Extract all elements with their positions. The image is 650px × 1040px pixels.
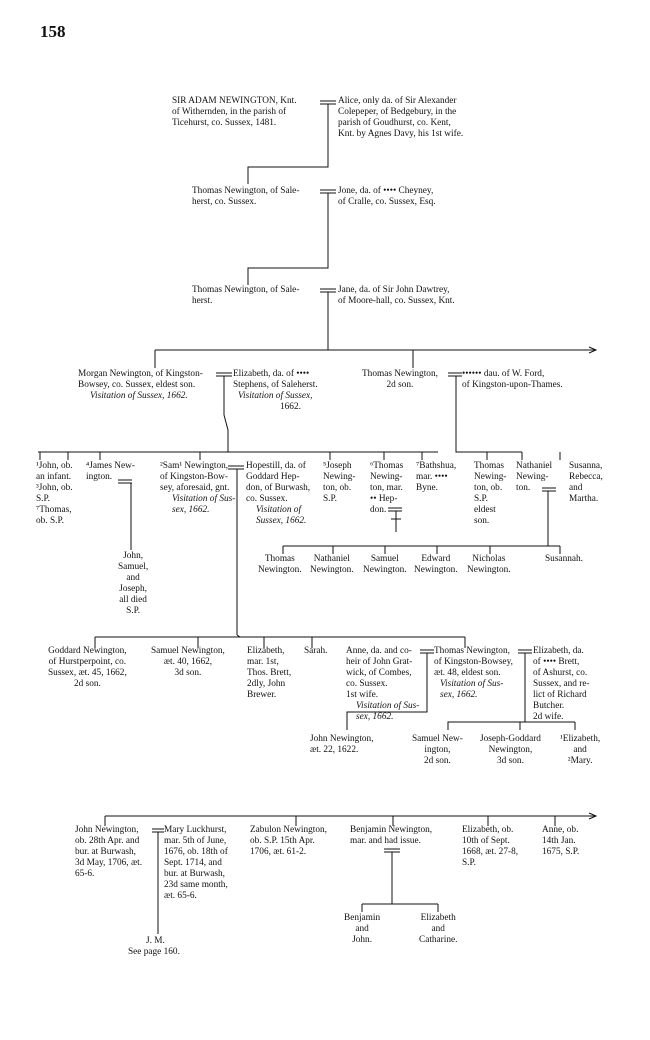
mary-luckhurst: Mary Luckhurst, mar. 5th of June, 1676, ob. 18th of Sept. 1714, and bur. at Burwash, 23d same month, æt. 65-6. <box>164 825 228 901</box>
child-samuel: Samuel Newington. <box>363 554 407 575</box>
jane-dawtrey: Jane, da. of Sir John Dawtrey, of Moore-hall, co. Sussex, Knt. <box>338 285 455 306</box>
thomas-newington-eldest: Thomas Newing- ton, ob. S.P. eldest son. <box>474 461 507 526</box>
anne-visitation: Visitation of Sus- sex, 1662. <box>356 701 420 722</box>
nathaniel-newington: Nathaniel Newing- ton. <box>516 461 553 493</box>
child-susannah: Susannah. <box>545 554 583 564</box>
thomas-newington-gen3: Thomas Newington, of Sale- herst. <box>192 285 300 306</box>
initials-jm: J. M. <box>146 936 165 946</box>
samuel-newington-gen6: Samuel Newington, æt. 40, 1662, 3d son. <box>151 646 225 678</box>
jone-cheyney: Jone, da. of •••• Cheyney, of Cralle, co. Sussex, Esq. <box>338 186 436 207</box>
benjamin-and-john: Benjamin and John. <box>344 913 381 945</box>
hopestill-hepdon: Hopestill, da. of Goddard Hep- don, of Burwash, co. Sussex. <box>246 461 311 504</box>
elizabeth-brett-butcher: Elizabeth, da. of •••• Brett, of Ashurst, co. Sussex, and re- lict of Richard Butcher. 2d wife. <box>533 646 590 722</box>
elizabeth-stephens-visitation: Visitation of Sussex, <box>238 391 313 401</box>
anne-gratwick: Anne, da. and co- heir of John Grat- wick, of Combes, co. Sussex. 1st wife. <box>346 646 413 700</box>
child-thomas: Thomas Newington. <box>258 554 302 575</box>
alice-colepeper: Alice, only da. of Sir Alexander Colepeper, of Bedgebury, in the parish of Goudhurst, co. Kent, Knt. by Agnes Davy, his 1st wife. <box>338 96 464 139</box>
james-children: John, Samuel, and Joseph, all died S.P. <box>118 551 149 616</box>
ford-daughter: •••••• dau. of W. Ford, of Kingston-upon-Thames. <box>462 369 563 390</box>
john-newington-1622: John Newington, æt. 22, 1622. <box>310 734 374 755</box>
thomas-gen6-visitation: Visitation of Sus- sex, 1662. <box>440 679 504 700</box>
goddard-newington: Goddard Newington, of Hurstperpoint, co. Sussex, æt. 45, 1662, 2d son. <box>48 646 127 689</box>
james-newington: ⁴James New- ington. <box>86 461 135 482</box>
thomas-newington-6: ⁶Thomas Newing- ton, mar. •• Hep- don. <box>370 461 404 515</box>
joseph-newington: ⁵Joseph Newing- ton, ob. S.P. <box>323 461 356 504</box>
elizabeth-gen7: Elizabeth, ob. 10th of Sept. 1668, æt. 27-8, S.P. <box>462 825 519 868</box>
elizabeth-brett-brewer: Elizabeth, mar. 1st, Thos. Brett, 2dly, John Brewer. <box>247 646 292 700</box>
child-edward: Edward Newington. <box>414 554 458 575</box>
child-nicholas: Nicholas Newington. <box>467 554 511 575</box>
elizabeth-stephens: Elizabeth, da. of •••• Stephens, of Saleherst. <box>233 369 318 390</box>
thomas-newington-2d-son: Thomas Newington, 2d son. <box>362 369 438 390</box>
sarah: Sarah. <box>304 646 328 656</box>
thomas-newington-gen2: Thomas Newington, of Sale- herst, co. Sussex. <box>192 186 300 207</box>
hopestill-visitation: Visitation of Sussex, 1662. <box>256 505 307 526</box>
elizabeth-stephens-year: 1662. <box>280 402 301 412</box>
elizabeth-and-mary: ¹Elizabeth, and ²Mary. <box>560 734 601 766</box>
zabulon-newington: Zabulon Newington, ob. S.P. 15th Apr. 1706, æt. 61-2. <box>250 825 327 857</box>
bathshua: ⁷Bathshua, mar. •••• Byne. <box>416 461 457 493</box>
thomas-newington-gen6: Thomas Newington, of Kingston-Bowsey, æt. 48, eldest son. <box>434 646 513 678</box>
samuel-visitation: Visitation of Sus- sex, 1662. <box>172 494 236 515</box>
see-page-reference: See page 160. <box>128 947 180 957</box>
john-newington-gen7: John Newington, ob. 28th Apr. and bur. at Burwash, 3d May, 1706, æt. 65-6. <box>75 825 143 879</box>
child-nathaniel: Nathaniel Newington. <box>310 554 354 575</box>
samuel-newington: ²Sam¹ Newington, of Kingston-Bow- sey, aforesaid, gnt. <box>160 461 230 493</box>
john-thomas-infants: ¹John, ob. an infant. ³John, ob. S.P. ⁷Thomas, ob. S.P. <box>36 461 73 526</box>
sir-adam-newington: SIR ADAM NEWINGTON, Knt. of Withernden, in the parish of Ticehurst, co. Sussex, 1481. <box>172 96 297 128</box>
morgan-visitation: Visitation of Sussex, 1662. <box>90 391 188 401</box>
joseph-goddard-newington: Joseph-Goddard Newington, 3d son. <box>480 734 541 766</box>
susanna-rebecca-martha: Susanna, Rebecca, and Martha. <box>569 461 603 504</box>
elizabeth-and-catharine: Elizabeth and Catharine. <box>419 913 458 945</box>
morgan-newington: Morgan Newington, of Kingston- Bowsey, co. Sussex, eldest son. <box>78 369 203 390</box>
page-number: 158 <box>40 22 66 41</box>
benjamin-newington: Benjamin Newington, mar. and had issue. <box>350 825 433 846</box>
anne-gen7: Anne, ob. 14th Jan. 1675, S.P. <box>542 825 580 857</box>
samuel-newington-2d: Samuel New- ington, 2d son. <box>412 734 463 766</box>
